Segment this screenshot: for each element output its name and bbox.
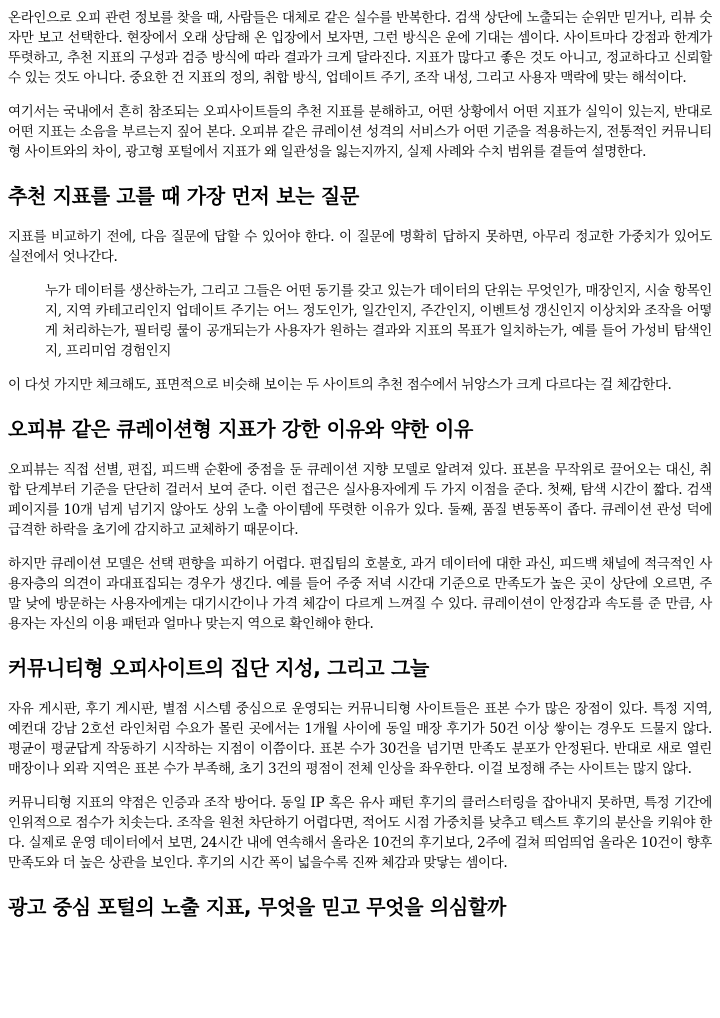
section1-paragraph-2: 이 다섯 가지만 체크해도, 표면적으로 비슷해 보이는 두 사이트의 추천 점수에서 뉘앙스가 크게 다르다는 걸 체감한다. [8,377,672,393]
intro-paragraph-2: 여기서는 국내에서 흔히 참조되는 오피사이트들의 추천 지표를 분해하고, 어떤 상황에서 어떤 지표가 실익이 있는지, 반대로 어떤 지표는 소음을 부르는지 짚어 본다. 오피뷰 같은 큐레이션 성격의 서비스가 어떤 기준을 적용하는지, 전통적인 커뮤니티형 사이트와의 차이, 광고형 포털에서 지표가 왜 일관성을 잃는지까지, 실제 사례와 수치 범위를 곁들여 설명한다. [8,104,712,160]
section-heading-recommendation-questions: 추천 지표를 고를 때 가장 먼저 보는 질문 [8,184,359,208]
section-heading-community: 커뮤니티형 오피사이트의 집단 지성, 그리고 그늘 [8,656,430,680]
section3-paragraph-2: 커뮤니티형 지표의 약점은 인증과 조작 방어다. 동일 IP 혹은 유사 패턴 후기의 클러스터링을 잡아내지 못하면, 특정 기간에 인위적으로 점수가 치솟는다. 조작을 원천 차단하기 어렵다면, 적어도 시점 가중치를 낮추고 텍스트 후기의 분산을 키워야 한다. 실제로 운영 데이터에서 보면, 24시간 내에 연속해서 올라온 10건의 후기보다, 2주에 걸쳐 띄엄띄엄 올라온 10건이 향후 만족도와 더 높은 상관을 보인다. 후기의 시간 폭이 넓을수록 진짜 체감과 맞닿는 셈이다. [8,795,712,871]
section-heading-ad-portal: 광고 중심 포털의 노출 지표, 무엇을 믿고 무엇을 의심할까 [8,895,507,919]
checklist-quote: 누가 데이터를 생산하는가, 그리고 그들은 어떤 동기를 갖고 있는가 데이터의 단위는 무엇인가, 매장인지, 시술 항목인지, 지역 카테고리인지 업데이트 주기는 어느 정도인가, 일간인지, 주간인지, 이벤트성 갱신인지 이상치와 조작을 어떻게 처리하는가, 필터링 룰이 공개되는가 사용자가 원하는 결과와 지표의 목표가 일치하는가, 예를 들어 가성비 탐색인지, 프리미엄 경험인지 [45,283,712,359]
section2-paragraph-2: 하지만 큐레이션 모델은 선택 편향을 피하기 어렵다. 편집팀의 호불호, 과거 데이터에 대한 과신, 피드백 채널에 적극적인 사용자층의 의견이 과대표집되는 경우가 생긴다. 예를 들어 주중 저녁 시간대 기준으로 만족도가 높은 곳이 상단에 오르면, 주말 낮에 방문하는 사용자에게는 대기시간이나 가격 체감이 다르게 느껴질 수 있다. 큐레이션이 안정감과 속도를 준 만큼, 사용자는 자신의 이용 패턴과 얼마나 맞는지 역으로 확인해야 한다. [8,556,712,632]
section2-paragraph-1: 오피뷰는 직접 선별, 편집, 피드백 순환에 중점을 둔 큐레이션 지향 모델로 알려져 있다. 표본을 무작위로 끌어오는 대신, 취합 단계부터 기준을 단단히 걸러서 보여 준다. 이런 접근은 실사용자에게 두 가지 이점을 준다. 첫째, 탐색 시간이 짧다. 검색 페이지를 10개 넘게 넘기지 않아도 상위 노출 아이템에 뚜렷한 이유가 있다. 둘째, 품질 변동폭이 좁다. 큐레이션 관성 덕에 급격한 하락을 초기에 감지하고 교체하기 때문이다. [8,462,712,538]
section3-paragraph-1: 자유 게시판, 후기 게시판, 별점 시스템 중심으로 운영되는 커뮤니티형 사이트들은 표본 수가 많은 장점이 있다. 특정 지역, 예컨대 강남 2호선 라인처럼 수요가 몰린 곳에서는 1개월 사이에 동일 매장 후기가 50건 이상 쌓이는 경우도 드물지 않다. 평균이 평균답게 작동하기 시작하는 지점이 이쯤이다. 표본 수가 30건을 넘기면 만족도 분포가 안정된다. 반대로 새로 열린 매장이나 외곽 지역은 표본 수가 부족해, 초기 3건의 평점이 전체 인상을 좌우한다. 이걸 보정해 주는 사이트는 많지 않다. [8,701,712,777]
section1-paragraph-1: 지표를 비교하기 전에, 다음 질문에 답할 수 있어야 한다. 이 질문에 명확히 답하지 못하면, 아무리 정교한 가중치가 있어도 실전에서 엇나간다. [8,229,712,265]
intro-paragraph-1: 온라인으로 오피 관련 정보를 찾을 때, 사람들은 대체로 같은 실수를 반복한다. 검색 상단에 노출되는 순위만 믿거나, 리뷰 숫자만 보고 선택한다. 현장에서 오래 상담해 온 입장에서 보자면, 그런 방식은 운에 기대는 셈이다. 사이트마다 강점과 한계가 뚜렷하고, 추천 지표의 구성과 검증 방식에 따라 결과가 크게 달라진다. 지표가 많다고 좋은 것도 아니고, 정교하다고 신뢰할 수 있는 것도 아니다. 중요한 건 지표의 정의, 취합 방식, 업데이트 주기, 조작 내성, 그리고 사용자 맥락에 맞는 해석이다. [8,10,712,86]
section-heading-curation: 오피뷰 같은 큐레이션형 지표가 강한 이유와 약한 이유 [8,417,474,441]
